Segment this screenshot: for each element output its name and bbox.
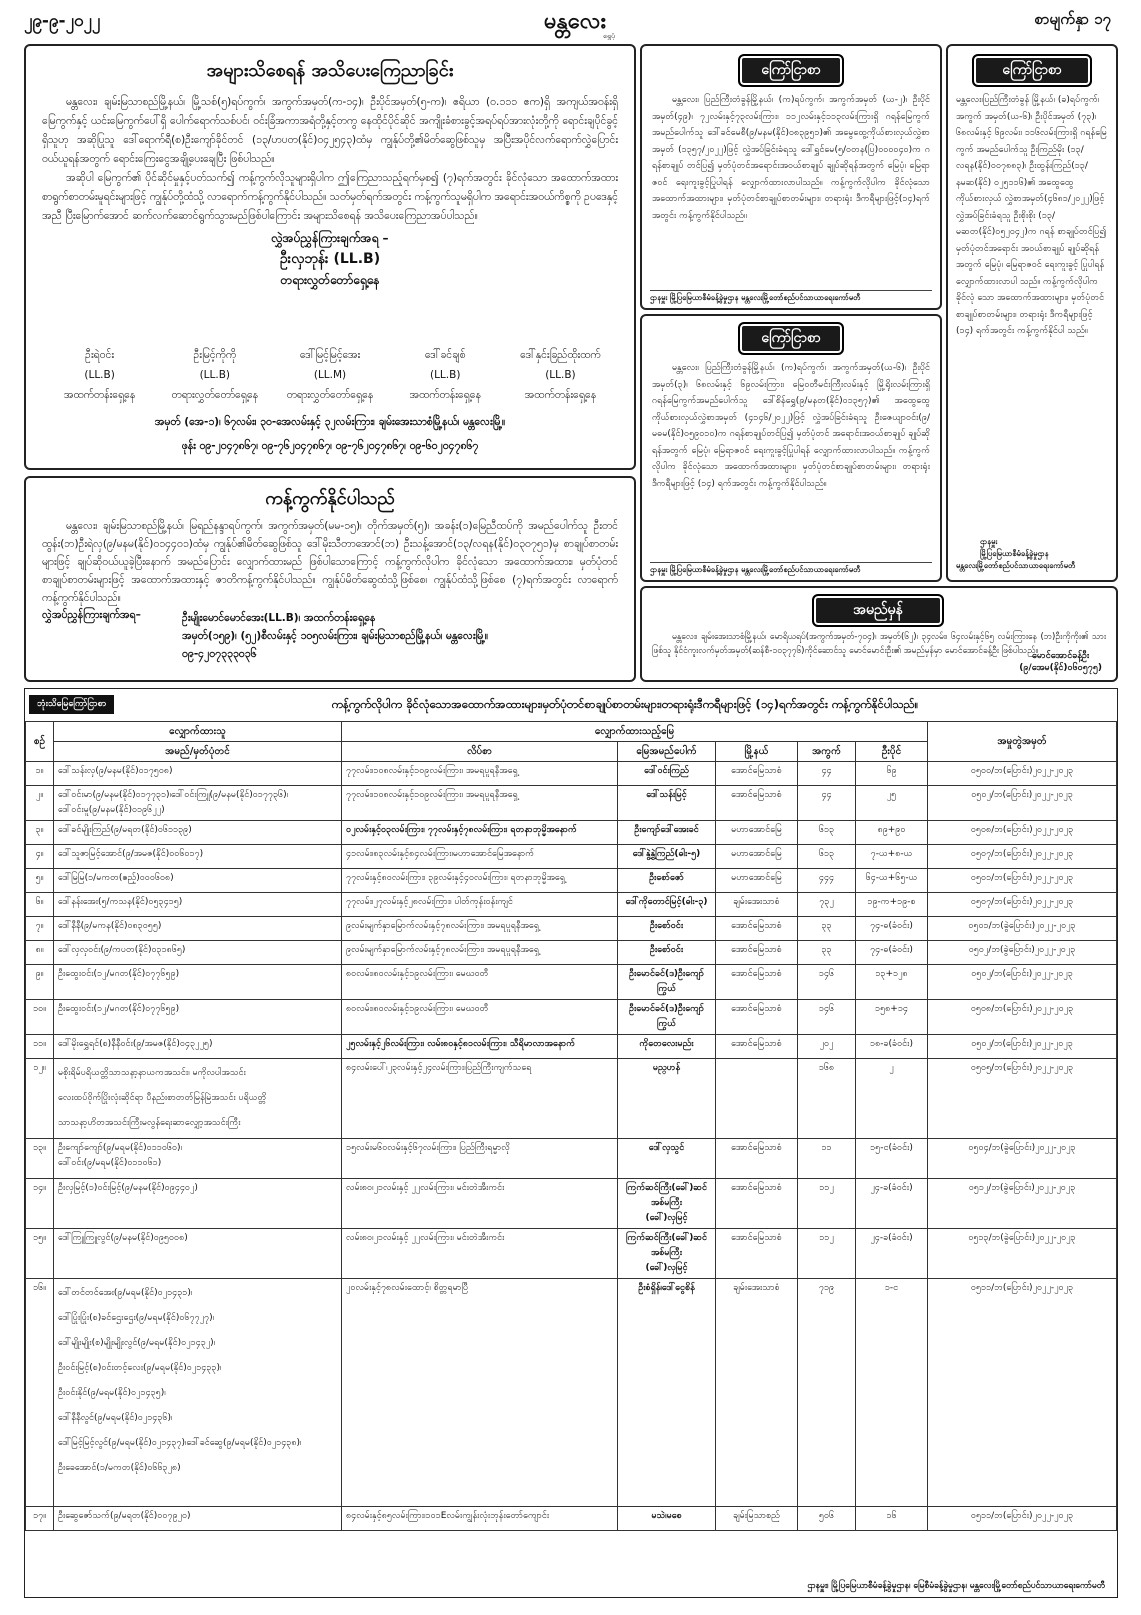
- cell-owner: [618, 786, 716, 821]
- announcement-box-1: [640, 44, 942, 310]
- table-footer: ဌာနမှူး၊ မြို့ပြမြေယာစီမံခန့်ခွဲမှုဌာန၊ မြေစီမံခန့်ခွဲမှုဌာန၊ မန္တလေးမြို့တော်စည်ပင်သာယာရေးကော်မတီ: [807, 1581, 1105, 1591]
- cell-plot: ၇၃၂: [798, 893, 856, 917]
- objection-address: အမှတ်(၁၅၉)၊ (၅၂)စီလမ်းနှင့် ၁၀၅လမ်းကြား၊ ချမ်းမြသာစည်မြို့နယ်၊ မန္တလေးမြို့။: [182, 630, 489, 642]
- lawyer-card: [157, 346, 272, 404]
- cell-owner: [618, 1279, 716, 1507]
- cell-applicant-name: [54, 941, 342, 965]
- announcement-box-2: [640, 314, 942, 582]
- correct-name-notice-box: [640, 586, 1118, 682]
- cell-row-number: ၁၀။: [26, 1000, 54, 1035]
- cell-owner: [618, 821, 716, 845]
- table-row: [26, 762, 1117, 786]
- cell-applicant-name: [54, 762, 342, 786]
- cell-township: အောင်မြေသာစံ: [716, 1229, 798, 1279]
- cell-address: လမ်း၈၀၊၂၁လမ်းနှင့် ၂၂လမ်းကြား၊ မင်းတဲအီးကင်း: [342, 1229, 618, 1279]
- cell-applicant-name-line: လေးထပ်ဝိုက်ပြိုးလုံးဆိုင်ရာ ပီနည်းစာတတ်မြန်မြဲအသင်း ပရိယတ္တိ: [58, 1093, 267, 1103]
- announcement-badge: ကြော်ငြာစာ: [972, 54, 1092, 87]
- cell-applicant-name-line: ဒေါ်သန်းလှ(၉/မနမ(နိုင်)၀၁၇၅၀၈): [58, 766, 173, 776]
- cell-plot: ၁၆၈: [798, 1059, 856, 1139]
- cell-applicant-name-line: ဒေါ်မြင့်မြင့်လွင်(၉/မရမ(နိုင်)၀၂၁၄၃၇)၊ဒေါ်ခင်ဆွေ(၉/မရမ(နိုင်)၀၂၁၄၃၈)၊: [58, 1438, 302, 1448]
- cell-township: ချမ်းမြသာစည်: [716, 1507, 798, 1531]
- cell-applicant-name-line: ဒေါ်ဝင်းမူ(၉/မနမ(နိုင်)၀၁၉၆၂၂): [58, 805, 165, 815]
- cell-holding: ၁၅၈+၁၄: [856, 1000, 928, 1035]
- correct-name-text: မန္တလေး၊ ချမ်းအေးသာစံမြို့နယ်၊ မောရိယရပ်(အကွက်အမှတ်-၇၀၄)၊ အမှတ်(၆၂)၊ ၃၄လမ်း၊ ၆၄လမ်းနှင့်၆၅ လမ်းကြားနေ (ဘ)ဦးကိုကိုး၏ သားဖြစ်သူ နိုင်ငံကူးလက်မှတ်အမှတ်(ဆန်စီ-၁၀၃၇၇၆)ကိုင်ဆောင်သူ မောင်မောင်းဦး၏ အမည်မှန်မှာ မောင်အောင်ခန့်ဦး ဖြစ်ပါသည်။: [652, 632, 1106, 656]
- lawyer-card: [388, 346, 503, 404]
- cell-case-number: ၀၅၀၂/ဘ(ပြောင်း)၂၀၂၂-၂၀၂၃: [928, 965, 1117, 1000]
- cell-applicant-name-line: ဦးကျော်ကျော်(၉/မရမ(နိုင်)၀၁၁၀၆၀)၊: [58, 1143, 182, 1153]
- announcement-text: မန္တလေး၊ပြည်ကြီးတံခွန် မြို့နယ်၊ (ခ)ရပ်ကွက်၊ အကွက် အမှတ်(ယ-၆)၊ ဦးပိုင်အမှတ် (၇၃)၊ ၆၈လမ်းနှင့် ၆၉လမ်း၊ ၁၁၆လမ်းကြားရှိ ဂရန်မြေကွက် အမည်ပေါက်သူ ဦးကြည်မိုး (၁၃/လရန(နိုင်)၀၀၇၈၈၃)၊ ဦးထွန်းကြည်(၁၃/နမဆ(နိုင်) ၀၂၅၁၁၆)၏ အထွေထွေကိုယ်စားလှယ် လွှဲစာအမှတ်(၄၆၈၁/၂၀၂၂)ဖြင့် လွှဲအပ်ခြင်းခံရသူ ဦးစိုးစိုး (၁၃/ မဆတ(နိုင်)၀၅၂၀၄၂)က ဂရန် စာချုပ်တင်ပြ၍ မှတ်ပုံတင်အရောင်း အဝယ်စာချုပ် ချုပ်ဆိုရန်အတွက် မြေပုံ၊ မြေရာဇဝင် ရေးကူးခွင့် ပြုပါရန် လျှောက်ထားလာပါ သည်။ ကန့်ကွက်လိုပါက ခိုင်လုံ သော အထောက်အထားများ၊ မှတ်ပုံတင်စာချုပ်စာတမ်းများ၊ တရားရုံး ဒီကရီများဖြင့် (၁၄) ရက်အတွင်း ကန့်ကွက်နိုင်ပါ သည်။: [956, 95, 1107, 336]
- logo-mark: [505, 4, 645, 40]
- cell-row-number: ၁၅။: [26, 1229, 54, 1279]
- cell-applicant-name: [54, 786, 342, 821]
- table-row: [26, 845, 1117, 869]
- cell-row-number: ၁၁။: [26, 1035, 54, 1059]
- cell-holding: ၆၉: [856, 762, 928, 786]
- announcement-badge: ကြော်ငြာစာ: [738, 322, 844, 355]
- cell-plot: ၄၄: [798, 762, 856, 786]
- cell-township: မဟာအောင်မြေ: [716, 821, 798, 845]
- lawyer-degree: (LL.B): [199, 369, 231, 381]
- section-tag: ဘုံးသိမြေကြော်ငြာစာ: [29, 695, 114, 714]
- cell-row-number: ၆။: [26, 893, 54, 917]
- cell-plot: ၃၃: [798, 941, 856, 965]
- cell-owner-line: ကိုတေလေးမည်း: [639, 1039, 694, 1049]
- cell-township: အောင်မြေသာစံ: [716, 1179, 798, 1229]
- cell-plot: ၃၃: [798, 917, 856, 941]
- cell-case-number: ၀၅၀၇/ဘ(ပြောင်း)၂၀၂၂-၂၀၂၃: [928, 893, 1117, 917]
- cell-applicant-name: [54, 869, 342, 893]
- cell-plot: ၁၁၂: [798, 1179, 856, 1229]
- cell-case-number: ၀၅၁၁/ဘ(ပြောင်း)၂၀၂၂-၂၀၂၃: [928, 1507, 1117, 1531]
- lawyer-name: ဒေါ်မြင့်မြင့်အေး: [299, 349, 361, 361]
- cell-plot: ၄၄၄: [798, 869, 856, 893]
- cell-holding: ၂: [856, 1059, 928, 1139]
- table-row: [26, 869, 1117, 893]
- cell-row-number: ၁၇။: [26, 1507, 54, 1531]
- announcement-text: မန္တလေး၊ ပြည်ကြီးတံခွန်မြို့နယ်၊ (က)ရပ်ကွက်၊ အကွက်အမှတ်(ယ-၆)၊ ဦးပိုင်အမှတ်(၃)၊ ၆၈လမ်းနှင့် ၆၉လမ်းကြား၊ မြေဝတီမင်းကြီးလမ်းနှင့် မြို့ရိုးလမ်းကြားရှိ ဂရန်မြေကွက်အမည်ပေါက်သူ ဒေါ်စိန်ရွှေ(၉/မနတ(နိုင်)၀၁၃၅၇)၏ အထွေထွေကိုယ်စားလှယ်လွှဲစာအမှတ် (၄၁၄၆/၂၀၂၂)ဖြင့် လွှဲအပ်ခြင်းခံရသူ ဦးဇေယျာဝင်း(၉/မဓမ(နိုင်)၀၅၉၀၁၀)က ဂရန်စာချုပ်တင်ပြ၍ မှတ်ပုံတင် အရောင်းအဝယ်စာချုပ် ချုပ်ဆိုရန်အတွက် မြေပုံ၊ မြေရာဇဝင် ရေးကူးခွင့်ပြုပါရန် လျှောက်ထားလာပါသည်။ ကန့်ကွက်လိုပါက ခိုင်လုံသော အထောက်အထားများ၊ မှတ်ပုံတင်စာချုပ်စာတမ်းများ၊ တရားရုံး ဒီကရီများဖြင့် (၁၄) ရက်အတွင်း ကန့်ကွက်နိုင်ပါသည်။: [652, 363, 930, 489]
- cell-plot: ၅၀၆: [798, 1507, 856, 1531]
- cell-owner: [618, 762, 716, 786]
- cell-row-number: ၁၂။: [26, 1059, 54, 1139]
- cell-plot: ၂၀၂: [798, 1035, 856, 1059]
- announcement-footer: ဌာနမှူး မြို့ပြမြေယာစီမံခန့်ခွဲမှုဌာန မန္တလေးမြို့တော်စည်ပင်သာယာရေးကော်မတီ: [650, 290, 932, 304]
- cell-holding: ၁၈-ခ(ခံဝင်း): [856, 1035, 928, 1059]
- issue-date: ၂၉-၉-၂၀၂၂: [24, 11, 101, 31]
- lawyer-degree: (LL.M): [313, 369, 347, 381]
- footer-line-1: ဌာနမှူး: [980, 537, 998, 546]
- table-row: [26, 965, 1117, 1000]
- cell-holding: ၂၄-ခ(ခံဝင်း): [856, 1229, 928, 1279]
- cell-case-number: ၀၅၀၂/ဘ(ပြောင်း)၂၀၂၂-၂၀၂၃: [928, 1035, 1117, 1059]
- lawyer-title: အထက်တန်းရှေ့နေ: [524, 389, 597, 401]
- page-number: စာမျက်နှာ ၁၇: [1034, 10, 1111, 28]
- cell-row-number: ၁။: [26, 762, 54, 786]
- objection-paragraph: မန္တလေး၊ ချမ်းမြသာစည်မြို့နယ်၊ မြရည်နန္ဒာရပ်ကွက်၊ အကွက်အမှတ်(မမ-၁၅)၊ တိုက်အမှတ်(၅)၊ အခန်း(၁)မြေညီထပ်ကို အမည်ပေါက်သူ ဦးတင်ထွန်း(ဘ)ဦးရဲလှ(၉/မနမ(နိုင်)၀၁၄၄၀၁)ထံမှ ကျွန်ုပ်၏မိတ်ဆွေဖြစ်သူ ဒေါ်မိုးသီတာအောင်(ဘ) ဦးသန့်အောင်(၁၃/လရန(နိုင်)၀၃၀၇၅၁)မှ စာချုပ်စာတမ်းများဖြင့် ချုပ်ဆိုဝယ်ယူခဲ့ပြီးနောက် အမည်ပြောင်း လျှောက်ထားမည် ဖြစ်ပါသောကြောင့် ကန့်ကွက်လိုပါက ခိုင်လုံသော အထောက်အထား၊ မှတ်ပုံတင်စာချုပ်စာတမ်းများဖြင့် အထောက်အထားနှင့် ဇာတိကန့်ကွက်နိုင်ပါသည်။ ကျွန်ုပ်မိတ်ဆွေထံသို့ဖြစ်စေ၊ ကျွန်ုပ်ထံသို့ဖြစ်စေ (၇)ရက်အတွင်း လာရောက်ကန့်ကွက်နိုင်ပါသည်။: [42, 520, 618, 604]
- cell-applicant-name-line: ဒေါ်တင်တင်အေး(၉/မရမ(နိုင်)၀၂၁၄၃၁)၊: [58, 1288, 193, 1298]
- table-row: [26, 786, 1117, 821]
- cell-plot: ၄၄: [798, 786, 856, 821]
- cell-address: ၈၄လမ်းပေါ်၊၂၃လမ်းနှင့်၂၄လမ်းကြား၊ပြည်ကြီးကျက်သရေ: [342, 1059, 618, 1139]
- objection-sign-label: လွှဲအပ်ညွှန်ကြားချက်အရ–: [42, 609, 141, 621]
- objection-notice-box: [24, 476, 636, 682]
- objection-phone: ၀၉-၄၂၀၇၃၃၃၀၃၆: [182, 648, 257, 660]
- cell-address: ၄၁လမ်း၊၈၃လမ်းနှင့်၈၄လမ်းကြား၊မဟာအောင်မြေအနောက်: [342, 845, 618, 869]
- cell-case-number: ၀၅၀၂/ဘ(ခွဲပြောင်း)၂၀၂၂-၂၀၂၃: [928, 941, 1117, 965]
- cell-case-number: ၀၅၀၁/ဘ(ခွဲပြောင်း)၂၀၂၂-၂၀၂၃: [928, 917, 1117, 941]
- cell-owner: [618, 1035, 716, 1059]
- footer-line-3: မန္တလေးမြို့တော်စည်ပင်သာယာရေးကော်မတီ: [956, 561, 1076, 570]
- cell-owner: [618, 1000, 716, 1035]
- cell-owner-line: ဦးစော်ဇော်: [649, 873, 684, 883]
- cell-applicant-name-line: ဒေါ်ဝင်း(၉/မရမ(နိုင်)၀၁၁၀၆၁): [58, 1158, 162, 1168]
- cell-address: ၇၇လမ်း၊၁၀၈လမ်းနှင့်၁၀၉လမ်းကြား၊ အမရပူရနီအရှေ့: [342, 762, 618, 786]
- cell-holding: ၈၉+၉၀: [856, 821, 928, 845]
- cell-applicant-name: [54, 1000, 342, 1035]
- cell-owner-line: ဦးမောင်ခင်(ဒ)ဦးကျော်ကြွယ်: [628, 969, 705, 994]
- table-row: [26, 917, 1117, 941]
- cell-row-number: ၁၃။: [26, 1139, 54, 1179]
- cell-case-number: ၀၅၀၈/ဘ(ပြောင်း)၂၀၂၂-၂၀၂၃: [928, 821, 1117, 845]
- lawyer-degree: (LL.B): [84, 369, 115, 381]
- cell-owner: [618, 1179, 716, 1229]
- announcement-box-3: [946, 44, 1118, 582]
- cell-applicant-name-line: ဒေါ်မြမြ(၁/မကတ(ဧည့်)၀၀၀၆၀၈): [58, 873, 174, 883]
- cell-case-number: ၀၅၀၈/ဘ(ပြောင်း)၂၀၂၂-၂၀၂၃: [928, 1000, 1117, 1035]
- table-row: [26, 1000, 1117, 1035]
- cell-township: အောင်မြေသာစံ: [716, 917, 798, 941]
- objection-title: ကန့်ကွက်နိုင်ပါသည်: [265, 488, 395, 509]
- cell-case-number: ၀၅၁၃/ဘ(ခွဲပြောင်း)၂၀၂၂-၂၀၂၃: [928, 1229, 1117, 1279]
- cell-applicant-name: [54, 1139, 342, 1179]
- cell-owner-line: (ခေါ်)လှမြင့်: [645, 1213, 688, 1223]
- group-applicant-header: လျှောက်ထားသူ: [54, 722, 342, 742]
- table-row: [26, 821, 1117, 845]
- cell-applicant-name: [54, 965, 342, 1000]
- instruction-label: လွှဲအပ်ညွှန်ကြားချက်အရ –: [271, 231, 389, 245]
- cell-case-number: ၀၅၀၅/ဘ(ပြောင်း)၂၀၂၂-၂၀၂၃: [928, 1059, 1117, 1139]
- lawyer-title: တရားလွှတ်တော်ရှေ့နေ: [286, 389, 374, 401]
- notice-paragraph-2: အဆိုပါ မြေကွက်၏ ပိုင်ဆိုင်မှုနှင့်ပတ်သက်၍ ကန့်ကွက်လိုသူများရှိပါက ဤကြေညာသည့်ရက်မှစ၍ (၇)ရက်အတွင်း ခိုင်လုံသော အထောက်အထား စာရွက်စာတမ်းမူရင်းများဖြင့် ကျွန်ုပ်တို့ထံသို့ လာရောက်ကန့်ကွက်နိုင်ပါသည်။ သတ်မှတ်ရက်အတွင်း ကန့်ကွက်သူမရှိပါက အရောင်းအဝယ်ကိစ္စကို ဥပဒေနှင့်အညီ ပြီးမြောက်အောင် ဆက်လက်ဆောင်ရွက်သွားမည်ဖြစ်ပါကြောင်း အများသိစေရန် အသိပေးကြေညာအပ်ပါသည်။: [42, 172, 618, 222]
- cell-row-number: ၃။: [26, 821, 54, 845]
- cell-owner-line: ဒေါ်လှသွင်: [648, 1143, 685, 1153]
- cell-applicant-name-line: မစိုးရိမ်ပရိယတ္တိသာသနာ့နာယကအသင်း၊ မကိုလပါအသင်း: [58, 1068, 246, 1078]
- cell-applicant-name-line: ဒေါ်ပြုံးပြုံး(စ)ခင်ဌေးဌေး(၉/မရမ(နိုင်)၀၆၇၇၂၇)၊: [58, 1313, 215, 1323]
- cell-plot: ၁၄၆: [798, 1000, 856, 1035]
- cell-row-number: ၁၄။: [26, 1179, 54, 1229]
- cell-owner-line: ဦးစံရှိန်၊ဒေါ်ငွေစိန်: [638, 1283, 695, 1293]
- cell-township: ချမ်းအေးသာစံ: [716, 893, 798, 917]
- cell-row-number: ၇။: [26, 917, 54, 941]
- section-title: ကန့်ကွက်လိုပါက ခိုင်လုံသောအထောက်အထားများ၊မှတ်ပုံတင်စာချုပ်စာတမ်းများ၊တရားရုံးဒီကရီများဖြင့် (၁၄)ရက်အတွင်း ကန့်ကွက်နိုင်ပါသည်။: [331, 697, 919, 711]
- cell-holding: ၁၉-က+၁၉-စ: [856, 893, 928, 917]
- cell-address: လမ်း၈၀၊၂၁လမ်းနှင့် ၂၂လမ်းကြား၊ မင်းတဲအီးကင်း: [342, 1179, 618, 1229]
- cell-holding: ၂၅: [856, 786, 928, 821]
- cell-applicant-name-line: ဦးဝင်းမြင့်(စ)ဝင်းတင့်လေး(၉/မရမ(နိုင်)၀၂၁၄၃၃)၊: [58, 1363, 222, 1373]
- col-owner-header: မြေအမည်ပေါက်: [618, 742, 716, 762]
- cell-applicant-name-line: ဦးဝင်းနိုင်(၉/မရမ(နိုင်)၀၂၁၄၃၅)၊: [58, 1388, 166, 1398]
- cell-holding: ၇၄-ဓ(ခံဝင်း): [856, 917, 928, 941]
- cell-applicant-name-line: ဒေါ်ဝင်းမာ(၉/မနမ(နိုင်)၀၁၇၇၃၁)၊ဒေါ်ဝင်းကြူ(၉/မနမ(နိုင်)၀၁၇၇၃၆)၊: [58, 790, 289, 800]
- cell-applicant-name: [54, 845, 342, 869]
- cell-owner: [618, 1229, 716, 1279]
- table-row: [26, 1059, 1117, 1139]
- lawyer-list: [42, 346, 618, 404]
- announcement-footer: [956, 536, 1108, 572]
- lawyer-title: အထက်တန်းရှေ့နေ: [63, 389, 136, 401]
- cell-holding: ၂၄-ခ(ခံဝင်း): [856, 1179, 928, 1229]
- cell-address: ၈၄လမ်းနှင့်၈၅လမ်းကြား၊၁၀၁Eလမ်းကျွန်းလုံးဘုန်းတော်ကျောင်း: [342, 1507, 618, 1531]
- cell-address: ၈၀လမ်း၊၈၀လမ်းနှင့်၁၉လမ်းကြား၊ မေဃဝတီ: [342, 1000, 618, 1035]
- cell-holding: ၆၄-ယ+၆၅-ယ: [856, 869, 928, 893]
- cell-address: ၉လမ်းမျက်နှာမြောက်လမ်းနှင့်၇၈လမ်းကြား၊ အမရပူရနီအရှေ့: [342, 917, 618, 941]
- cell-township: မဟာအောင်မြေ: [716, 869, 798, 893]
- cell-owner: [618, 869, 716, 893]
- cell-owner: [618, 917, 716, 941]
- notice-title: အများသိစေရန် အသိပေးကြေညာခြင်း: [206, 60, 454, 81]
- cell-row-number: ၅။: [26, 869, 54, 893]
- cell-case-number: ၀၅၀၂/ဘ(ပြောင်း)၂၀၂၂-၂၀၂၃: [928, 786, 1117, 821]
- lead-lawyer-name: ဦးလှဘုန်း (LL.B): [279, 251, 381, 267]
- table-row: [26, 893, 1117, 917]
- lawyer-title: အထက်တန်းရှေ့နေ: [409, 389, 481, 401]
- cell-township: အောင်မြေသာစံ: [716, 941, 798, 965]
- cell-case-number: ၀၅၀၁/ဘ(ပြောင်း)၂၀၂၂-၂၀၂၃: [928, 869, 1117, 893]
- lawyer-card: [42, 346, 157, 404]
- cell-address: ၇၇လမ်း၊၁၀၈လမ်းနှင့်၁၀၉လမ်းကြား၊ အမရပူရနီအရှေ့: [342, 786, 618, 821]
- cell-applicant-name-line: ဒေါ်မိုးရွှေရင်(စ)နီနီဝင်း(၉/အမဇ(နိုင်)၀၄၃၂၂၅): [58, 1039, 213, 1049]
- sign-id: (၉/အေမ(နိုင်)၀၆၀၅၇၅): [1019, 663, 1102, 673]
- lawyer-name: ဦးရဲဝင်း: [85, 349, 115, 361]
- cell-holding: ၇၄-ဓ(ခံဝင်း): [856, 941, 928, 965]
- public-notice-box: [24, 44, 636, 470]
- cell-owner-line: ဦးမောင်ခင်(ဒ)ဦးကျော်ကြွယ်: [628, 1004, 705, 1029]
- cell-address: ၇၇လမ်း၊၂၇လမ်းနှင့်၂၈လမ်းကြား၊ ပါတ်ကုန်းဝန်းကျင်: [342, 893, 618, 917]
- cell-owner-line: ဒေါ်ဝင်းကြည်: [644, 766, 689, 776]
- col-holding-header: ဦးပိုင်: [856, 742, 928, 762]
- cell-owner-line: ဦးကျော်ဒေါ်အေးခင်: [634, 825, 699, 835]
- cell-township: အောင်မြေသာစံ: [716, 762, 798, 786]
- cell-holding: ၁၃+၁၂၈: [856, 965, 928, 1000]
- lawyer-degree: (LL.B): [429, 369, 461, 381]
- announcement-badge: ကြော်ငြာစာ: [738, 54, 844, 87]
- cell-owner: [618, 1507, 716, 1531]
- cell-owner-line: ကြက်ဆင်ကြီး(ခေါ်)ဆင်အစ်မကြီး: [626, 1233, 707, 1258]
- cell-address: ၉လမ်းမျက်နှာမြောက်လမ်းနှင့်၇၈လမ်းကြား၊ အမရပူရနီအရှေ့: [342, 941, 618, 965]
- footer-line-2: မြို့ပြမြေယာစီမံခန့်ခွဲမှုဌာန: [980, 549, 1049, 558]
- lawyer-card: [272, 346, 387, 404]
- table-row: [26, 1179, 1117, 1229]
- office-address: အမှတ် (အေ-၁)၊ ၆၇လမ်း၊ ၃၀-အေလမ်းနှင့် ၃၂လမ်းကြား၊ ချမ်းအေးသာစံမြို့နယ်၊ မန္တလေးမြို့။: [154, 416, 506, 428]
- cell-owner: [618, 1059, 716, 1139]
- cell-applicant-name: [54, 1507, 342, 1531]
- announcement-footer: ဌာနမှူး မြို့ပြမြေယာစီမံခန့်ခွဲမှုဌာန မန္တလေးမြို့တော်စည်ပင်သာယာရေးကော်မတီ: [650, 562, 932, 576]
- newspaper-logo: [505, 4, 645, 40]
- cell-owner: [618, 941, 716, 965]
- cell-case-number: ၀၅၁၂/ဘ(ခွဲပြောင်း)၂၀၂၂-၂၀၂၃: [928, 1179, 1117, 1229]
- cell-owner-line: ဒေါ်ကိုတောင်မြင့်(ဓါး-၃): [625, 897, 708, 907]
- cell-applicant-name-line: ဒေါ်သူဇာမြင့်အောင်(၉/အမဇ(နိုင်)၀၀၆၀၁၇): [58, 849, 204, 859]
- table-row: [26, 1507, 1117, 1531]
- cell-applicant-name-line: ဒေါ်နန်းအေး(၅/ကသန(နိုင်)၀၅၃၄၁၅): [58, 897, 183, 907]
- notice-paragraph-1: မန္တလေး၊ ချမ်းမြသာစည်မြို့နယ်၊ မြို့သစ်(၅)ရပ်ကွက်၊ အကွက်အမှတ်(က-၁၄)၊ ဦးပိုင်အမှတ်(၅-က)၊ ဧရိယာ (၀.၁၁၁ ဧက)ရှိ အကျယ်အဝန်းရှိ မြေကွက်နှင့် ယင်းမြေကွက်ပေါ်ရှိ ပေါက်ရောက်သစ်ပင်၊ ဝင်းခြံအကာအရံတို့နှင့်တကွ နေထိုင်ပိုင်ဆိုင် အကျိုးခံစားခွင့်အရပ်ရပ်အားလုံးတို့ကို ရောင်းချပိုင်ခွင့်ရှိသူဟု အဆိုပြုသူ ဒေါ်ရောက်ရီ(စ)ဦးကျော်ခိုင်တင် (၁၃/ဟပတ(နိုင်)၀၄၂၅၄၃)ထံမှ ကျွန်ုပ်တို့၏မိတ်ဆွေဖြစ်သူမှ အပြီးအပိုင်လက်ရောက်လွှဲပြောင်း ဝယ်ယူရန်အတွက် ရောင်းကြေးငွေအချို့ပေးချေပြီး ဖြစ်ပါသည်။: [42, 96, 618, 165]
- cell-applicant-name: [54, 1179, 342, 1229]
- cell-township: မဟာအောင်မြေ: [716, 845, 798, 869]
- cell-holding: ၁၅-င(ခံဝင်း): [856, 1139, 928, 1179]
- lawyer-card: [503, 346, 618, 404]
- cell-address: ၇၇လမ်းနှင့်၈၀လမ်းကြား၊ ၃၉လမ်းနှင့်၄၀လမ်းကြား၊ ရတနာဘုမ္မိအရှေ့: [342, 869, 618, 893]
- cell-plot: ၁၁၂: [798, 1229, 856, 1279]
- cell-applicant-name: [54, 1279, 342, 1507]
- cell-owner-line: မည္ဟန်: [652, 1063, 681, 1073]
- cell-owner: [618, 965, 716, 1000]
- cell-case-number: ၀၅၀၇/ဘ(ပြောင်း)၂၀၂၂-၂၀၂၃: [928, 845, 1117, 869]
- logo-subtext: ရွှေပုံ: [603, 32, 615, 40]
- cell-township: အောင်မြေသာစံ: [716, 786, 798, 821]
- col-plot-header: အကွက်: [798, 742, 856, 762]
- cell-applicant-name: [54, 1035, 342, 1059]
- cell-owner: [618, 845, 716, 869]
- cell-plot: ၆၁၃: [798, 845, 856, 869]
- cell-applicant-name-line: ဒေါ်မျိုးမျိုး(စ)မျိုးမျိုးလွင်(၉/မရမ(နိုင်)၀၂၁၄၃၂)၊: [58, 1338, 216, 1348]
- cell-applicant-name-line: သာသနာ့ဟိတအသင်းကြီးမလွန်ရေးဆာလျှော့အသင်းကြီး: [58, 1118, 241, 1128]
- cell-case-number: ၀၅၁၁/ဘ(ပြောင်း)၂၀၂၂-၂၀၂၃: [928, 1279, 1117, 1507]
- cell-township: အောင်မြေသာစံ: [716, 1000, 798, 1035]
- table-group-header: [26, 722, 1117, 742]
- cell-plot: ၆၁၃: [798, 821, 856, 845]
- table-row: [26, 1035, 1117, 1059]
- cell-applicant-name-line: ဒေါ်နီနီလွင်(၉/မရမ(နိုင်)၀၂၁၄၃၆)၊: [58, 1413, 173, 1423]
- land-application-table-section: [24, 688, 1118, 1598]
- cell-applicant-name: [54, 917, 342, 941]
- cell-applicant-name-line: ဦးခေအောင်(၁/မကတ(နိုင်)၀၆၆၃၂၈): [58, 1463, 181, 1473]
- cell-address: ၂၀လမ်းနှင့်၇၈လမ်းထောင့်၊ စိတ္တရမာပြီ: [342, 1279, 618, 1507]
- cell-township: ချမ်းအေးသာစံ: [716, 1279, 798, 1507]
- correct-name-badge: အမည်မှန်: [812, 594, 944, 627]
- cell-plot: ၇၁၉: [798, 1279, 856, 1507]
- cell-township: [716, 1059, 798, 1139]
- cell-applicant-name-line: ဒေါ်နီနီ(၉/မကန(နိုင်)၀၈၃၀၅၅): [58, 921, 162, 931]
- cell-address: ၁၅လမ်းမ၆၀လမ်းနှင့်၆၇လမ်းကြား၊ ပြည်ကြီးရမ္မာလို: [342, 1139, 618, 1179]
- cell-applicant-name-line: ဦးလှမြင့်(၁)ဝင်းမြင့်(၉/မနမ(နိုင်)၀၉၄၄၀၂): [58, 1183, 198, 1193]
- page-header: [0, 0, 1141, 42]
- group-land-header: လျှောက်ထားသည့်မြေ: [342, 722, 928, 742]
- lead-lawyer-title: တရားလွှတ်တော်ရှေ့နေ: [280, 273, 380, 287]
- cell-applicant-name-line: ဦးထွေးဝင်း(၁၂/မဂတ(နိုင်)၀၇၇၆၅၉): [58, 969, 180, 979]
- lawyer-name: ဒေါ်နှင်းခြည်ထိုးထက်: [520, 349, 601, 361]
- correct-name-sign: [1019, 650, 1102, 674]
- cell-address: ၈၀လမ်း၊၈၀လမ်းနှင့်၁၉လမ်းကြား၊ မေဃဝတီ: [342, 965, 618, 1000]
- cell-applicant-name-line: ဒေါ်ကြူကြူလွင်(၉/မနမ(နိုင်)၀၉၅၀၀၈): [58, 1233, 188, 1243]
- cell-case-number: ၀၅၀၄/ဘ(ခွဲပြောင်း)၂၀၂၂-၂၀၂၃: [928, 1139, 1117, 1179]
- cell-applicant-name-line: ဦးဆွေဇော်သက်(၉/မရတ(နိုင်)၀၀၇၉၂၀): [58, 1511, 191, 1521]
- lawyer-name: ဒေါ်ခင်ချစ်: [424, 349, 466, 361]
- cell-owner-line: ဦးစော်ဝင်း: [649, 945, 684, 955]
- lawyer-name: ဦးမြင့်ကိုကို: [193, 349, 237, 361]
- cell-township: အောင်မြေသာစံ: [716, 1035, 798, 1059]
- table-row: [26, 1139, 1117, 1179]
- cell-holding: ၁-င: [856, 1279, 928, 1507]
- col-township-header: မြို့နယ်: [716, 742, 798, 762]
- cell-row-number: ၁၆။: [26, 1279, 54, 1507]
- lawyer-title: တရားလွှတ်တော်ရှေ့နေ: [171, 389, 259, 401]
- cell-owner-line: မသဲ၊မစေ: [651, 1511, 682, 1521]
- cell-row-number: ၈။: [26, 941, 54, 965]
- cell-plot: ၁၄၆: [798, 965, 856, 1000]
- table-body: [26, 762, 1117, 1531]
- cell-owner: [618, 1139, 716, 1179]
- cell-row-number: ၂။: [26, 786, 54, 821]
- objection-lawyer: ဦးမျိုးမောင်မောင်အေး(LL.B)၊ အထက်တန်းရှေ့နေ: [182, 612, 376, 624]
- cell-applicant-name: [54, 1059, 342, 1139]
- logo-text: မန္တလေး: [543, 9, 607, 34]
- col-case-header: အမှုတွဲအမှတ်: [928, 722, 1117, 762]
- cell-owner: [618, 893, 716, 917]
- cell-address: ၂၅လမ်းနှင့်၂၆လမ်းကြား၊ လမ်း၈၀နှင့်၈၁လမ်းကြား၊ သီရိမာလာအနောက်: [342, 1035, 618, 1059]
- announcement-text: မန္တလေး၊ ပြည်ကြီးတံခွန်မြို့နယ်၊ (က)ရပ်ကွက်၊ အကွက်အမှတ် (ယ-၂)၊ ဦးပိုင်အမှတ်(၄၉)၊ ၇၂လမ်းနှင့်၇၃လမ်းကြား၊ ၁၁၂လမ်းနှင့်၁၁၃လမ်းကြားရှိ ဂရန်မြေကွက်အမည်ပေါက်သူ ဒေါ်ခင်မေစီ(၉/မနမ(နိုင်)၀၈၃၉၅၁)၏ အမွေထွေ့ကိုယ်စားလှယ်လွှဲစာအမှတ် (၁၃၅၇/၂၀၂၂)ဖြင့် လွှဲအပ်ခြင်းခံရသူ ဒေါ်ရွှင်မေ(၅/ဝတန(ပြ)၀၀၀၀၄၀)က ဂရန်စာချုပ် တင်ပြ၍ မှတ်ပုံတင်အရောင်းအဝယ်စာချုပ် ချုပ်ဆိုရန်အတွက် မြေပုံ၊ မြေရာဇဝင် ရေးကူးခွင့်ပြုပါရန် လျှောက်ထားလာပါသည်။ ကန့်ကွက်လိုပါက ခိုင်လုံသောအထောက်အထားများ၊ မှတ်ပုံတင်စာချုပ်စာတမ်းများ၊ တရားရုံး ဒီကရီများဖြင့်(၁၄)ရက်အတွင်း ကန့်ကွက်နိုင်ပါသည်။: [652, 95, 930, 221]
- table-row: [26, 1229, 1117, 1279]
- col-no-header: စဉ်: [26, 722, 54, 762]
- cell-owner-line: ဒေါ်နွဲ့နွဲ့ကြည်(ဓါး-၅): [632, 849, 701, 859]
- table-row: [26, 1279, 1117, 1507]
- cell-case-number: ၀၅၀၀/ဘ(ပြောင်း)၂၀၂၂-၂၀၂၃: [928, 762, 1117, 786]
- cell-holding: ၇-ယ+၈-ယ: [856, 845, 928, 869]
- cell-owner-line: ဒေါ်သန်းမြင့်: [646, 790, 687, 800]
- cell-row-number: ၉။: [26, 965, 54, 1000]
- cell-applicant-name-line: ဒေါ်လှလှဝင်း(၉/ကပတ(နိုင်)၀၃၁၈၆၅): [58, 945, 186, 955]
- cell-address: ၀၂လမ်းနှင့်၀၃လမ်းကြား၊ ၇၇လမ်းနှင့်၇၈လမ်းကြား၊ ရတနာဘုမ္မိအနောက်: [342, 821, 618, 845]
- cell-plot: ၁၁: [798, 1139, 856, 1179]
- cell-holding: ၁၆: [856, 1507, 928, 1531]
- cell-applicant-name-line: ဦးထွေးဝင်း(၁၂/မဂတ(နိုင်)၀၇၇၆၅၉): [58, 1004, 180, 1014]
- col-address-header: လိပ်စာ: [342, 742, 618, 762]
- cell-owner-line: (ခေါ်)လှမြင့်: [645, 1263, 688, 1273]
- cell-applicant-name: [54, 1229, 342, 1279]
- cell-owner-line: ကြက်ဆင်ကြီး(ခေါ်)ဆင်အစ်မကြီး: [626, 1183, 707, 1208]
- cell-applicant-name-line: ဒေါ်ခင်မျိုးကြည်(၉/မရတ(နိုင်)၀၆၁၁၃၉): [58, 825, 192, 835]
- table-row: [26, 941, 1117, 965]
- cell-row-number: ၄။: [26, 845, 54, 869]
- col-name-header: အမည်/မှတ်ပုံတင်: [54, 742, 342, 762]
- cell-owner-line: ဦးစော်ဝင်း: [649, 921, 684, 931]
- applications-table: [25, 721, 1117, 1531]
- lawyer-degree: (LL.B): [545, 369, 576, 381]
- cell-township: အောင်မြေသာစံ: [716, 1139, 798, 1179]
- sign-name: မောင်အောင်ခန့်ဦး: [1032, 651, 1090, 661]
- cell-township: အောင်မြေသာစံ: [716, 965, 798, 1000]
- office-phones: ဖုန်း ၀၉-၂၀၄၇၈၆၇၊ ၀၉-၇၆၂၀၄၇၈၆၇၊ ၀၉-၇၆၂၀၄၇၈၆၇၊ ၀၉-၆၀၂၀၄၇၈၆၇: [181, 440, 479, 452]
- cell-applicant-name: [54, 893, 342, 917]
- cell-applicant-name: [54, 821, 342, 845]
